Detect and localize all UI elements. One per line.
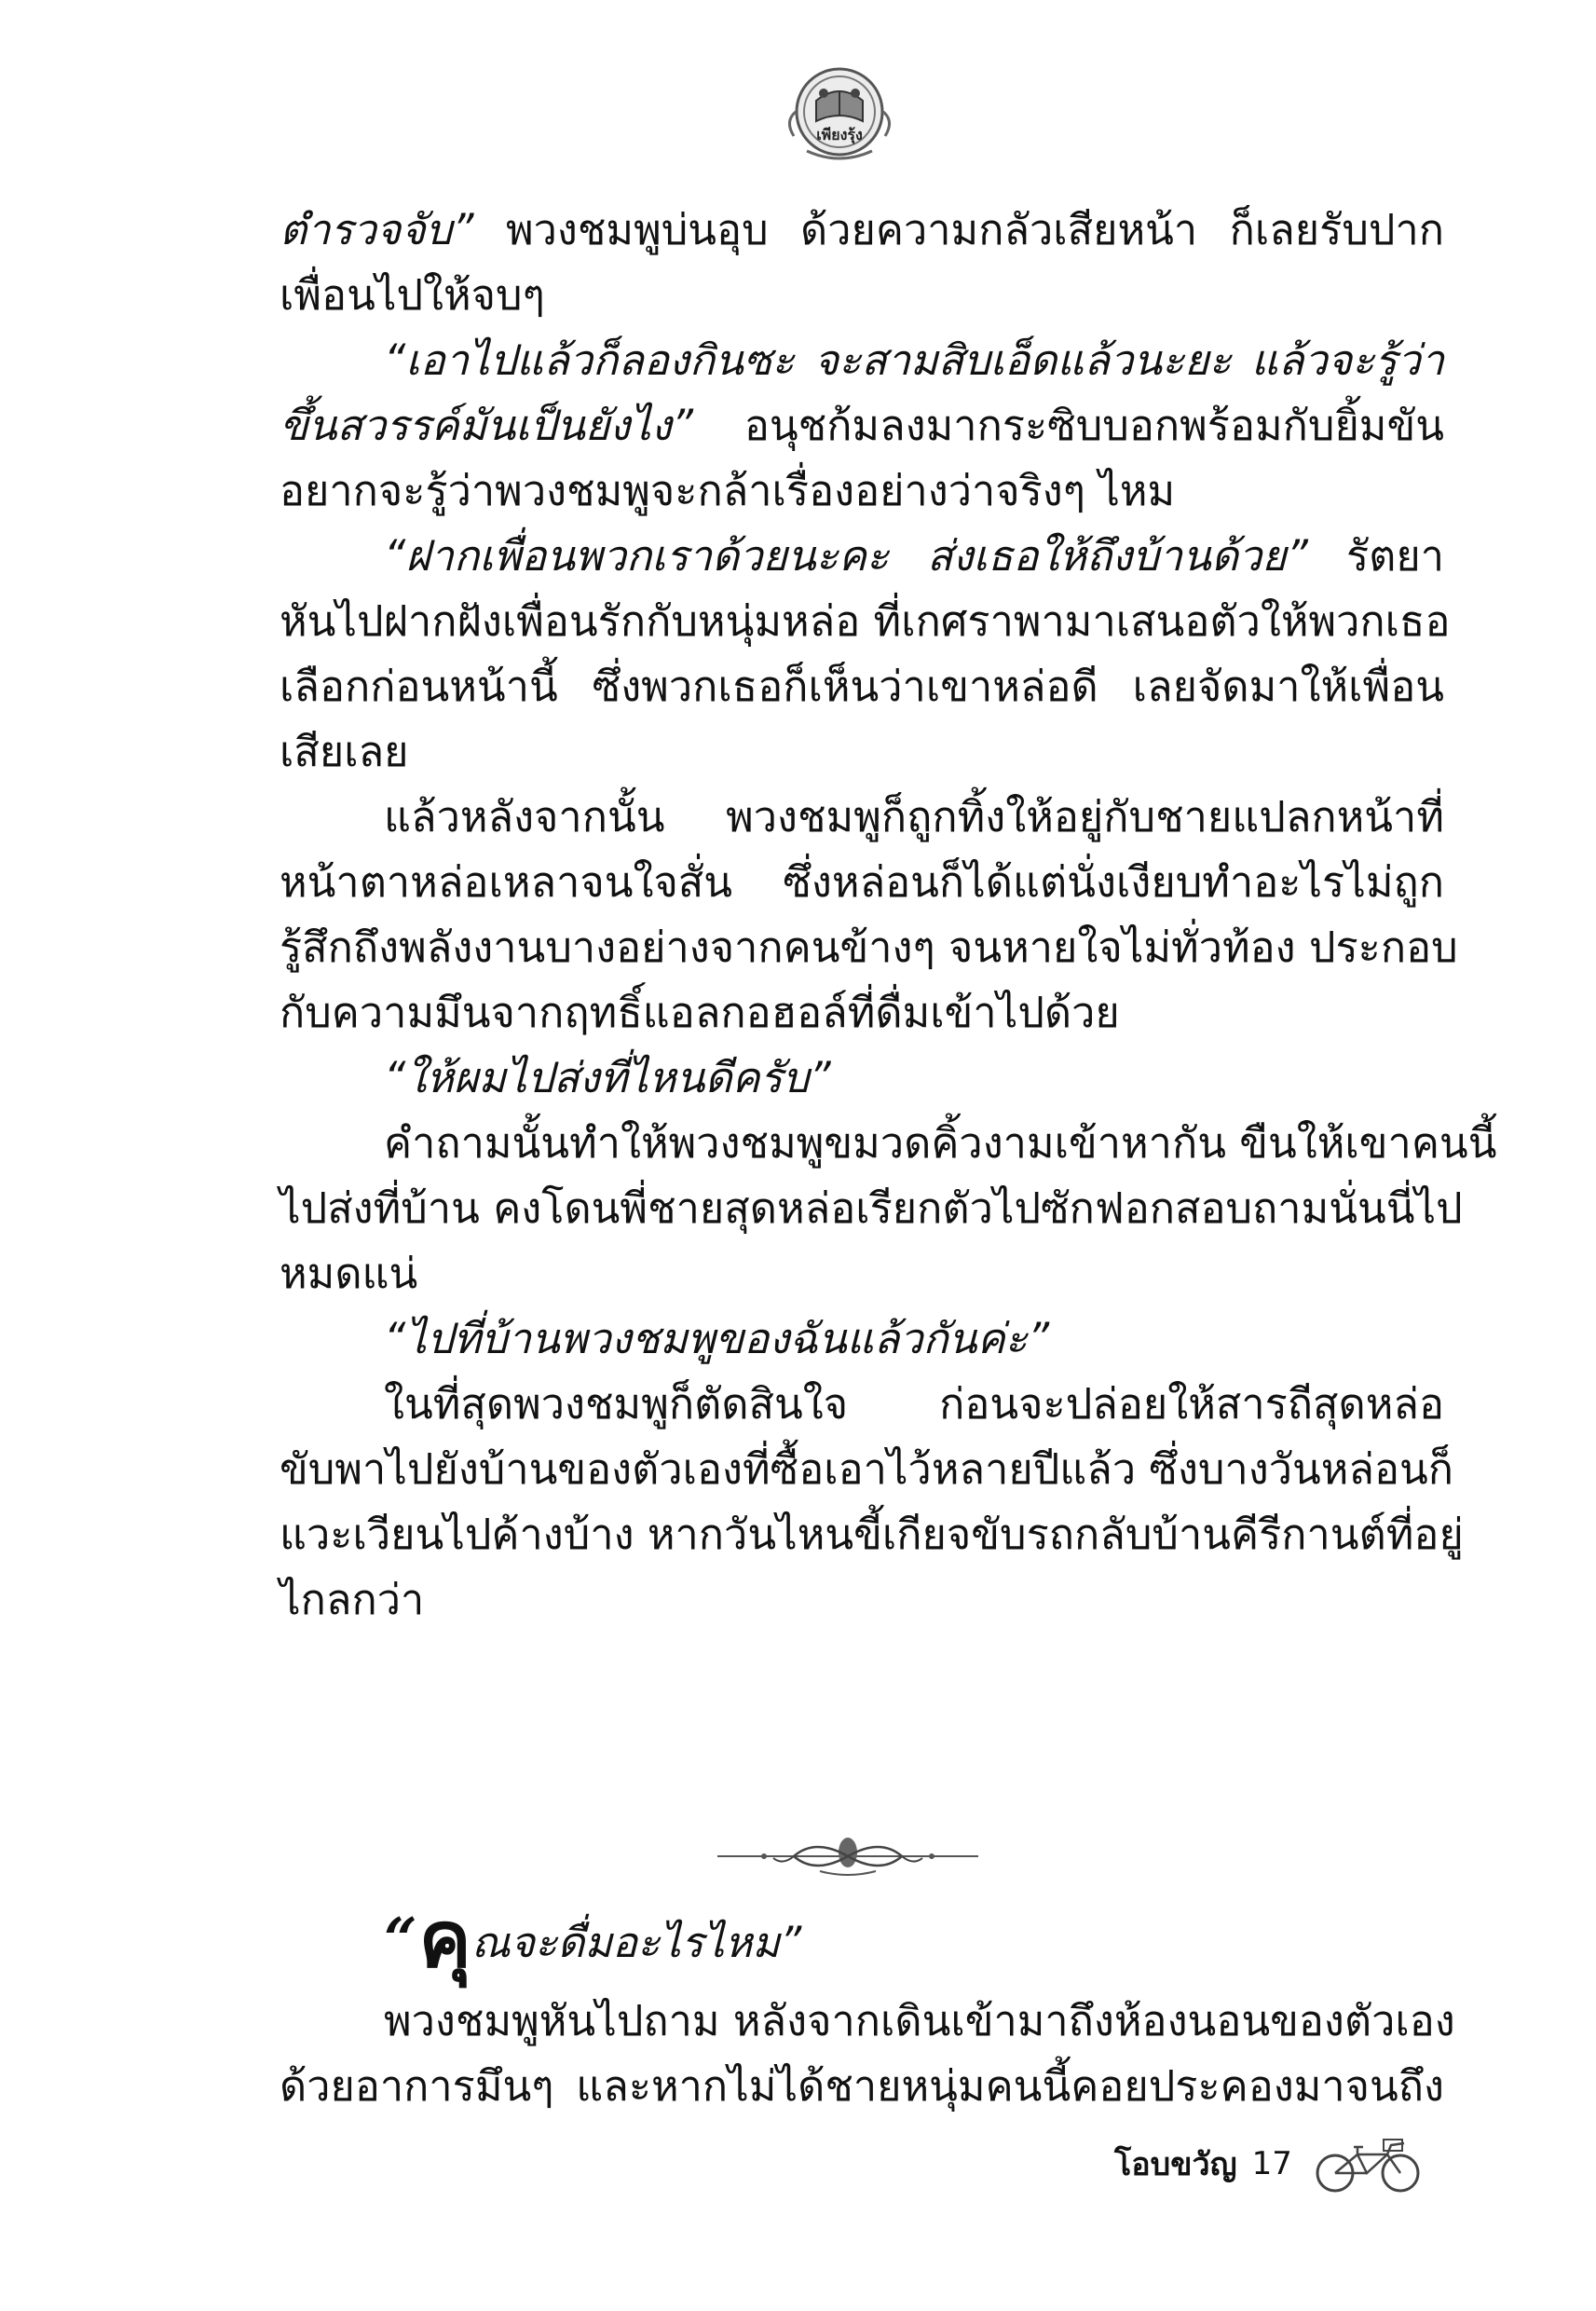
paragraph-start-line: คำถามนั้นทำให้พวงชมพูขมวดคิ้วงามเข้าหากัน ขืนให้เขาคนนี้	[384, 1118, 1497, 1168]
text-line: ขับพาไปยังบ้านของตัวเองที่ซื้อเอาไว้หลายปีแล้ว ซึ่งบางวันหล่อนก็	[280, 1444, 1454, 1494]
dialogue-line: “ไปที่บ้านพวงชมพูของฉันแล้วกันค่ะ”	[384, 1314, 1050, 1363]
body-text	[280, 198, 1497, 1633]
body-text-continued	[280, 1989, 1455, 2119]
text-segment: รัตยา	[1345, 531, 1444, 581]
text-line	[280, 393, 1444, 458]
paragraph-start-line: ในที่สุดพวงชมพูก็ตัดสินใจ ก่อนจะปล่อยให้สารถีสุดหล่อ	[384, 1379, 1444, 1429]
text-line: แวะเวียนไปค้างบ้าง หากวันไหนขี้เกียจขับรถกลับบ้านคีรีกานต์ที่อยู่	[280, 1510, 1464, 1559]
text-segment: พวงชมพูบ่นอุบ ด้วยความกลัวเสียหน้า ก็เลยรับปาก	[505, 205, 1444, 254]
dialogue-line: “เอาไปแล้วก็ลองกินซะ จะสามสิบเอ็ดแล้วนะยะ แล้วจะรู้ว่า	[384, 335, 1444, 385]
italic-text: ขึ้นสวรรค์มันเป็นยังไง”	[280, 401, 694, 450]
section-opening	[384, 1892, 802, 1985]
logo-text: เพียงรุ้ง	[816, 126, 863, 144]
text-line: เลือกก่อนหน้านี้ ซึ่งพวกเธอก็เห็นว่าเขาหล่อดี เลยจัดมาให้เพื่อน	[280, 662, 1444, 711]
text-line: กับความมึนจากฤทธิ์แอลกอฮอล์ที่ดื่มเข้าไปด้วย	[280, 988, 1120, 1037]
text-line: หันไปฝากฝังเพื่อนรักกับหนุ่มหล่อ ที่เกศราพามาเสนอตัวให้พวกเธอ	[280, 596, 1451, 646]
drop-letter: คุ	[418, 1894, 471, 1985]
text-line: รู้สึกถึงพลังงานบางอย่างจากคนข้างๆ จนหายใจไม่ทั่วท้อง ประกอบ	[280, 923, 1458, 972]
text-line: หมดแน่	[280, 1249, 418, 1298]
page-number: 17	[1251, 2145, 1292, 2182]
book-title: โอบขวัญ	[1114, 2146, 1237, 2183]
text-line	[280, 198, 1444, 263]
text-line: อยากจะรู้ว่าพวงชมพูจะกล้าเรื่องอย่างว่าจริงๆ ไหม	[280, 466, 1176, 515]
paragraph-start-line: พวงชมพูหันไปถาม หลังจากเดินเข้ามาถึงห้องนอนของตัวเอง	[384, 1996, 1455, 2045]
dialogue-line	[280, 524, 1444, 589]
book-quill-emblem-icon	[779, 54, 900, 175]
paragraph-start-line: แล้วหลังจากนั้น พวงชมพูก็ถูกทิ้งให้อยู่กับชายแปลกหน้าที่	[384, 792, 1444, 841]
text-line: เสียเลย	[280, 727, 409, 776]
dialogue-line: “ให้ผมไปส่งที่ไหนดีครับ”	[384, 1053, 831, 1102]
open-quote-mark: “	[384, 1905, 417, 1973]
text-segment: อนุชก้มลงมากระซิบบอกพร้อมกับยิ้มขัน	[743, 401, 1444, 450]
text-line: เพื่อนไปให้จบๆ	[280, 270, 545, 320]
italic-text: “ฝากเพื่อนพวกเราด้วยนะคะ ส่งเธอให้ถึงบ้านด้วย”	[384, 531, 1308, 581]
text-line: หน้าตาหล่อเหลาจนใจสั่น ซึ่งหล่อนก็ได้แต่นั่งเงียบทำอะไรไม่ถูก	[280, 857, 1444, 907]
bicycle-icon	[1313, 2134, 1423, 2194]
text-line: ด้วยอาการมึนๆ และหากไม่ได้ชายหนุ่มคนนี้คอยประคองมาจนถึง	[280, 2061, 1444, 2111]
text-line: ไปส่งที่บ้าน คงโดนพี่ชายสุดหล่อเรียกตัวไปซักฟอกสอบถามนั่นนี่ไป	[280, 1183, 1463, 1233]
opening-dialogue: ณจะดื่มอะไรไหม”	[471, 1918, 802, 1967]
page-footer	[1114, 2136, 1423, 2192]
italic-text: ตำรวจจับ”	[280, 205, 474, 254]
text-line: ไกลกว่า	[280, 1575, 425, 1624]
ornamental-divider-icon	[708, 1834, 988, 1880]
